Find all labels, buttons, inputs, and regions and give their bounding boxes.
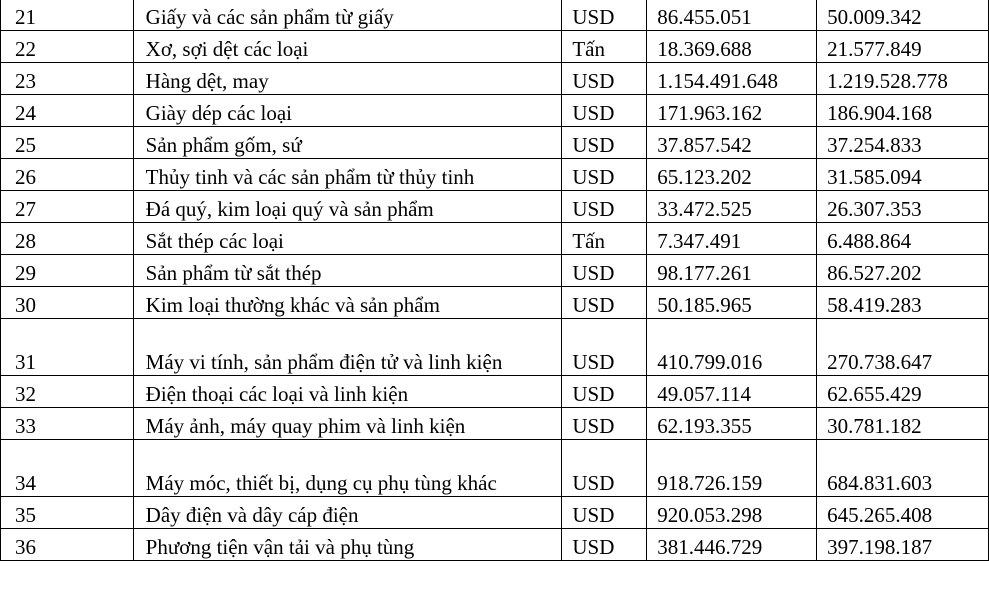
value-cell-2: 21.577.849 bbox=[817, 30, 989, 62]
unit-cell: Tấn bbox=[562, 222, 647, 254]
table-row bbox=[1, 222, 989, 254]
row-number-cell: 26 bbox=[1, 158, 134, 190]
value-cell-2: 30.781.182 bbox=[817, 407, 989, 439]
table-row bbox=[1, 375, 989, 407]
unit-cell: Tấn bbox=[562, 30, 647, 62]
row-number-cell: 31 bbox=[1, 318, 134, 375]
value-cell-1: 410.799.016 bbox=[647, 318, 817, 375]
item-name-cell: Dây điện và dây cáp điện bbox=[133, 496, 562, 528]
table-row bbox=[1, 439, 989, 496]
value-cell-2: 58.419.283 bbox=[817, 286, 989, 318]
value-cell-1: 49.057.114 bbox=[647, 375, 817, 407]
unit-cell: USD bbox=[562, 62, 647, 94]
value-cell-2: 6.488.864 bbox=[817, 222, 989, 254]
table-row bbox=[1, 286, 989, 318]
value-cell-2: 186.904.168 bbox=[817, 94, 989, 126]
item-name-cell: Thủy tinh và các sản phẩm từ thủy tinh bbox=[133, 158, 562, 190]
table-row bbox=[1, 158, 989, 190]
unit-cell: USD bbox=[562, 286, 647, 318]
unit-cell: USD bbox=[562, 375, 647, 407]
item-name-cell: Sản phẩm gốm, sứ bbox=[133, 126, 562, 158]
value-cell-1: 920.053.298 bbox=[647, 496, 817, 528]
table-row bbox=[1, 94, 989, 126]
row-number-cell: 32 bbox=[1, 375, 134, 407]
item-name-cell: Kim loại thường khác và sản phẩm bbox=[133, 286, 562, 318]
item-name-cell: Sản phẩm từ sắt thép bbox=[133, 254, 562, 286]
value-cell-1: 86.455.051 bbox=[647, 0, 817, 30]
item-name-cell: Giày dép các loại bbox=[133, 94, 562, 126]
row-number-cell: 22 bbox=[1, 30, 134, 62]
row-number-cell: 24 bbox=[1, 94, 134, 126]
unit-cell: USD bbox=[562, 0, 647, 30]
value-cell-1: 381.446.729 bbox=[647, 528, 817, 560]
value-cell-1: 33.472.525 bbox=[647, 190, 817, 222]
value-cell-1: 62.193.355 bbox=[647, 407, 817, 439]
value-cell-2: 26.307.353 bbox=[817, 190, 989, 222]
item-name-cell: Phương tiện vận tải và phụ tùng bbox=[133, 528, 562, 560]
table-row bbox=[1, 528, 989, 560]
row-number-cell: 30 bbox=[1, 286, 134, 318]
item-name-cell: Giấy và các sản phẩm từ giấy bbox=[133, 0, 562, 30]
row-number-cell: 23 bbox=[1, 62, 134, 94]
value-cell-2: 645.265.408 bbox=[817, 496, 989, 528]
row-number-cell: 25 bbox=[1, 126, 134, 158]
row-number-cell: 33 bbox=[1, 407, 134, 439]
row-number-cell: 28 bbox=[1, 222, 134, 254]
item-name-cell: Máy vi tính, sản phẩm điện tử và linh kiện bbox=[133, 318, 562, 375]
row-number-cell: 34 bbox=[1, 439, 134, 496]
item-name-cell: Xơ, sợi dệt các loại bbox=[133, 30, 562, 62]
value-cell-2: 684.831.603 bbox=[817, 439, 989, 496]
item-name-cell: Sắt thép các loại bbox=[133, 222, 562, 254]
unit-cell: USD bbox=[562, 318, 647, 375]
value-cell-2: 31.585.094 bbox=[817, 158, 989, 190]
table-row bbox=[1, 407, 989, 439]
value-cell-2: 270.738.647 bbox=[817, 318, 989, 375]
unit-cell: USD bbox=[562, 158, 647, 190]
item-name-cell: Điện thoại các loại và linh kiện bbox=[133, 375, 562, 407]
value-cell-1: 7.347.491 bbox=[647, 222, 817, 254]
unit-cell: USD bbox=[562, 496, 647, 528]
table-row bbox=[1, 0, 989, 30]
row-number-cell: 29 bbox=[1, 254, 134, 286]
item-name-cell: Máy ảnh, máy quay phim và linh kiện bbox=[133, 407, 562, 439]
table-row bbox=[1, 62, 989, 94]
item-name-cell: Đá quý, kim loại quý và sản phẩm bbox=[133, 190, 562, 222]
value-cell-1: 18.369.688 bbox=[647, 30, 817, 62]
table-row bbox=[1, 30, 989, 62]
unit-cell: USD bbox=[562, 190, 647, 222]
value-cell-2: 1.219.528.778 bbox=[817, 62, 989, 94]
value-cell-1: 50.185.965 bbox=[647, 286, 817, 318]
value-cell-1: 171.963.162 bbox=[647, 94, 817, 126]
unit-cell: USD bbox=[562, 407, 647, 439]
table-row bbox=[1, 126, 989, 158]
table-row bbox=[1, 190, 989, 222]
value-cell-1: 918.726.159 bbox=[647, 439, 817, 496]
table-row bbox=[1, 254, 989, 286]
item-name-cell: Hàng dệt, may bbox=[133, 62, 562, 94]
row-number-cell: 35 bbox=[1, 496, 134, 528]
value-cell-1: 1.154.491.648 bbox=[647, 62, 817, 94]
row-number-cell: 27 bbox=[1, 190, 134, 222]
unit-cell: USD bbox=[562, 126, 647, 158]
unit-cell: USD bbox=[562, 94, 647, 126]
table-row bbox=[1, 496, 989, 528]
value-cell-2: 86.527.202 bbox=[817, 254, 989, 286]
item-name-cell: Máy móc, thiết bị, dụng cụ phụ tùng khác bbox=[133, 439, 562, 496]
row-number-cell: 36 bbox=[1, 528, 134, 560]
value-cell-2: 50.009.342 bbox=[817, 0, 989, 30]
table-row bbox=[1, 318, 989, 375]
value-cell-1: 37.857.542 bbox=[647, 126, 817, 158]
value-cell-2: 37.254.833 bbox=[817, 126, 989, 158]
unit-cell: USD bbox=[562, 528, 647, 560]
value-cell-2: 397.198.187 bbox=[817, 528, 989, 560]
unit-cell: USD bbox=[562, 439, 647, 496]
unit-cell: USD bbox=[562, 254, 647, 286]
value-cell-1: 98.177.261 bbox=[647, 254, 817, 286]
row-number-cell: 21 bbox=[1, 0, 134, 30]
value-cell-2: 62.655.429 bbox=[817, 375, 989, 407]
value-cell-1: 65.123.202 bbox=[647, 158, 817, 190]
